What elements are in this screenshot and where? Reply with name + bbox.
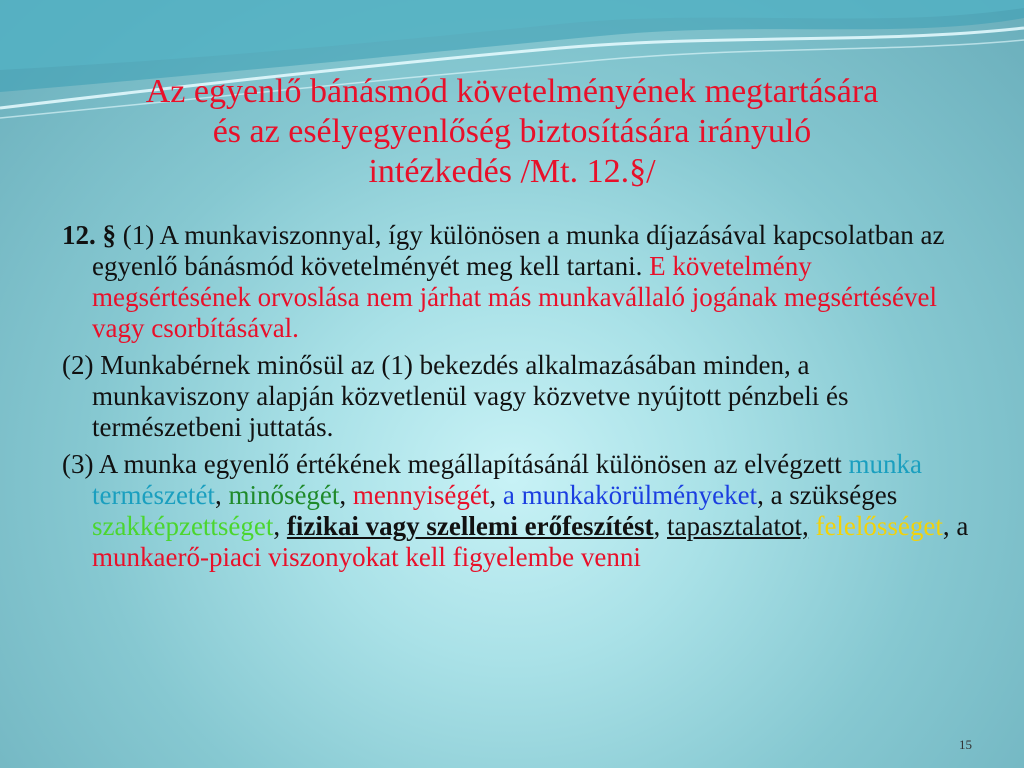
term-experience: tapasztalatot, — [667, 511, 809, 541]
term-effort: fizikai vagy szellemi erőfeszítést — [286, 511, 654, 541]
term-quality: minőségét — [228, 480, 340, 510]
separator: , — [339, 480, 347, 510]
term-working-conditions: a munkakörülményeket — [502, 480, 758, 510]
term-quantity: mennyiségét — [352, 480, 490, 510]
separator: , — [653, 511, 661, 541]
section-number: 12. § — [62, 220, 116, 250]
term-responsibility: felelősséget — [815, 511, 943, 541]
separator: , — [273, 511, 281, 541]
paragraph-1-text: (1) A munkaviszonnyal, így különösen a munka díjazásával kapcsolatban az egyenlő bánásmód követelményét meg kell tartani. — [92, 220, 945, 281]
title-line-3: intézkedés /Mt. 12.§/ — [368, 153, 656, 190]
paragraph-2-text: (2) Munkabérnek minősül az (1) bekezdés alkalmazásában minden, a munkaviszony alapján közvetlenül vagy közvetve nyújtott pénzbeli és természetbeni juttatás. — [62, 350, 849, 442]
paragraph-3-mid-1: , a szükséges — [757, 480, 898, 510]
slide-title — [40, 72, 984, 192]
title-line-1: Az egyenlő bánásmód követelményének megtartására — [145, 73, 879, 110]
paragraph-2 — [62, 350, 972, 443]
title-line-2: és az esélyegyenlőség biztosítására irányuló — [212, 113, 812, 150]
slide-body — [62, 220, 972, 579]
term-work-nature: munka természetét — [92, 449, 922, 510]
paragraph-1 — [62, 220, 972, 344]
separator: , — [214, 480, 222, 510]
paragraph-3 — [62, 449, 972, 573]
term-labour-market: munkaerő-piaci viszonyokat kell figyelembe venni — [92, 542, 641, 572]
term-qualification: szakképzettséget — [92, 511, 274, 541]
separator: , — [489, 480, 497, 510]
slide-number: 15 — [959, 737, 972, 752]
paragraph-3-intro: (3) A munka egyenlő értékének megállapításánál különösen az elvégzett — [62, 449, 842, 479]
paragraph-1-red-text: E követelmény megsértésének orvoslása nem járhat más munkavállaló jogának megsértésével vagy csorbításával. — [92, 251, 937, 343]
paragraph-3-mid-2: , a — [942, 511, 969, 541]
